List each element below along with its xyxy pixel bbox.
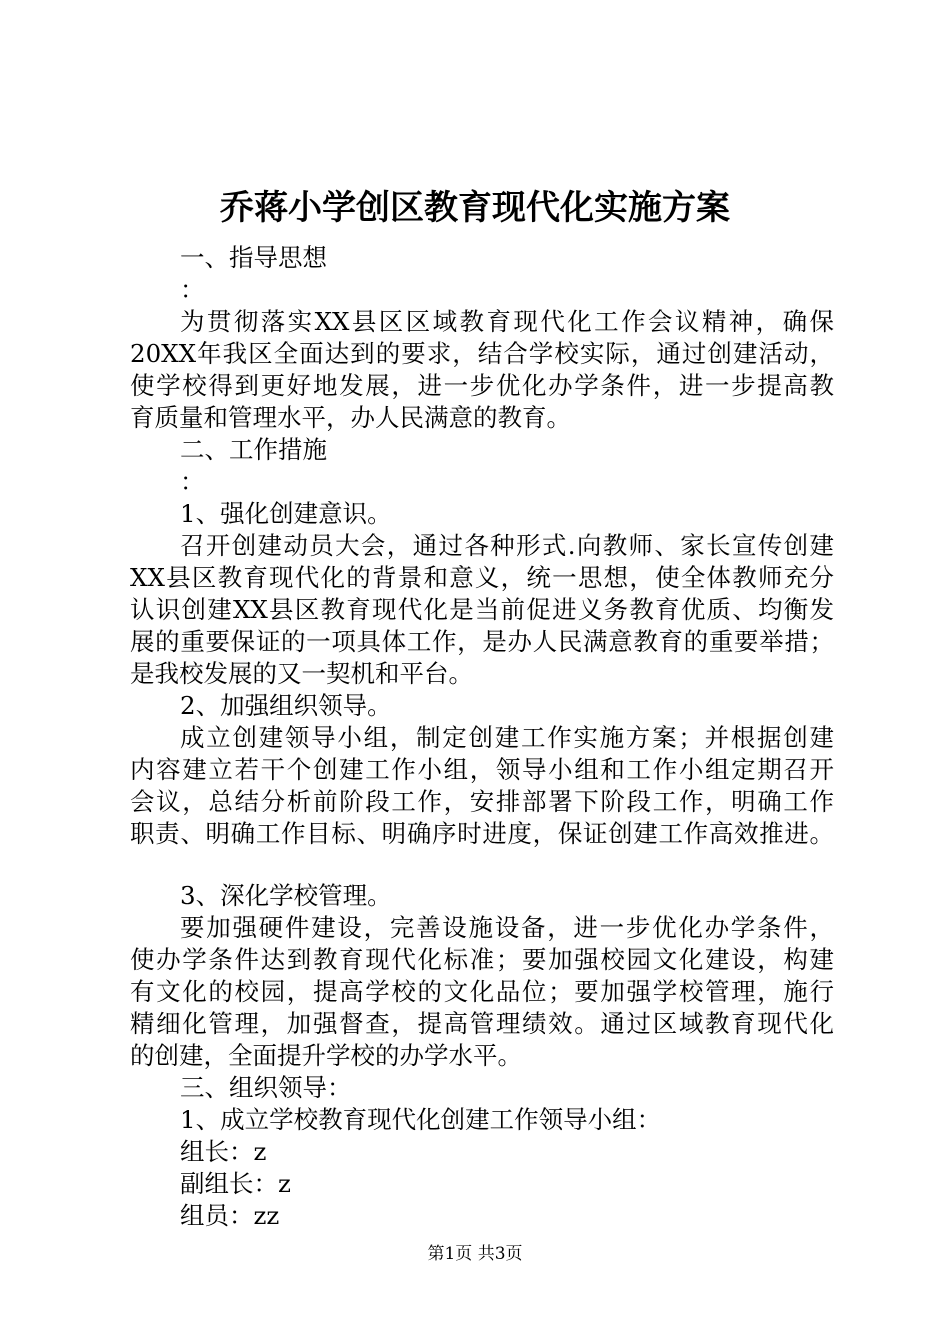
paragraph-line: 认识创建XX县区教育现代化是当前促进义务教育优质、均衡发 <box>130 595 834 624</box>
item-heading-3: 3、深化学校管理。 <box>180 881 392 910</box>
paragraph-line: 为贯彻落实XX县区区域教育现代化工作会议精神，确保 <box>180 307 834 336</box>
colon-line: ： <box>180 467 205 496</box>
vice-leader-line: 副组长：z <box>180 1169 291 1198</box>
item-heading-2: 2、加强组织领导。 <box>180 691 392 720</box>
paragraph-line: 职责、明确工作目标、明确序时进度，保证创建工作高效推进。 <box>130 819 834 848</box>
page-number-footer: 第1页 共3页 <box>427 1244 523 1264</box>
document-title: 乔蒋小学创区教育现代化实施方案 <box>220 188 730 228</box>
paragraph-line: 育质量和管理水平，办人民满意的教育。 <box>130 403 571 432</box>
paragraph-line: 使办学条件达到教育现代化标准；要加强校园文化建设，构建 <box>130 945 834 974</box>
blank-line <box>130 850 834 880</box>
section-heading-guiding-ideology: 一、指导思想 <box>180 243 327 272</box>
paragraph-line: 20XX年我区全面达到的要求，结合学校实际，通过创建活动， <box>130 339 834 368</box>
paragraph-line: 使学校得到更好地发展，进一步优化办学条件，进一步提高教 <box>130 371 834 400</box>
paragraph-line: 会议，总结分析前阶段工作，安排部署下阶段工作，明确工作 <box>130 787 834 816</box>
organization-item-1: 1、成立学校教育现代化创建工作领导小组： <box>180 1105 662 1134</box>
paragraph-line: 是我校发展的又一契机和平台。 <box>130 659 473 688</box>
section-heading-organization: 三、组织领导： <box>180 1073 352 1102</box>
paragraph-line: 的创建，全面提升学校的办学水平。 <box>130 1041 522 1070</box>
paragraph-line: 展的重要保证的一项具体工作，是办人民满意教育的重要举措； <box>130 627 834 656</box>
leader-line: 组长：z <box>180 1137 267 1166</box>
document-body <box>130 242 834 1232</box>
paragraph-line: 内容建立若干个创建工作小组，领导小组和工作小组定期召开 <box>130 755 834 784</box>
paragraph-line: 精细化管理，加强督查，提高管理绩效。通过区域教育现代化 <box>130 1009 834 1038</box>
paragraph-line: XX县区教育现代化的背景和意义，统一思想，使全体教师充分 <box>130 563 834 592</box>
paragraph-line: 成立创建领导小组，制定创建工作实施方案；并根据创建 <box>180 723 834 752</box>
paragraph-line: 要加强硬件建设，完善设施设备，进一步优化办学条件， <box>180 913 834 942</box>
paragraph-line: 召开创建动员大会，通过各种形式.向教师、家长宣传创建 <box>180 531 834 560</box>
colon-line: ： <box>180 275 205 304</box>
paragraph-line: 有文化的校园，提高学校的文化品位；要加强学校管理，施行 <box>130 977 834 1006</box>
section-heading-work-measures: 二、工作措施 <box>180 435 327 464</box>
members-line: 组员：zz <box>180 1201 280 1230</box>
item-heading-1: 1、强化创建意识。 <box>180 499 392 528</box>
